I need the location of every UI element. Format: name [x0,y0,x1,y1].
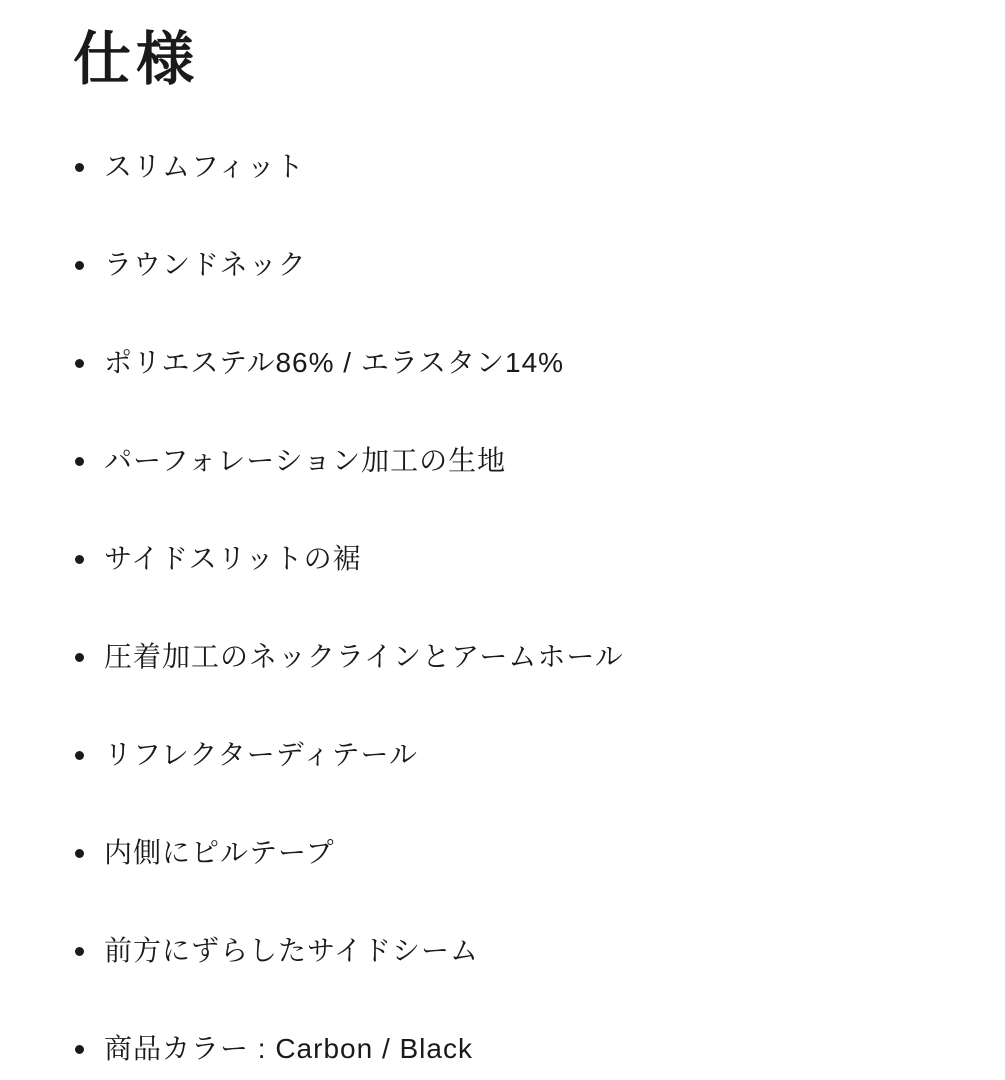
spec-item-text: サイドスリットの裾 [104,543,362,574]
spec-list-item [73,1034,965,1064]
spec-item-text: 内側にピルテープ [104,837,335,868]
bullet-icon [75,359,84,368]
spec-list-item [73,446,965,476]
bullet-icon [75,1045,84,1054]
spec-list-item [73,740,965,770]
specs-heading: 仕様 [73,27,200,92]
spec-list-item [73,348,965,378]
bullet-icon [75,457,84,466]
spec-list-item [73,250,965,280]
bullet-icon [75,751,84,760]
spec-list-item [73,152,965,182]
spec-list-item [73,936,965,966]
bullet-icon [75,163,84,172]
spec-list-item [73,838,965,868]
spec-list-item [73,642,965,672]
spec-item-text: ポリエステル86% / エラスタン14% [104,347,565,378]
spec-item-text: リフレクターディテール [104,739,418,770]
spec-item-text: パーフォレーション加工の生地 [104,445,507,476]
specs-list [73,152,965,1064]
spec-item-text: 商品カラー : Carbon / Black [104,1033,473,1064]
bullet-icon [75,947,84,956]
spec-item-text: ラウンドネック [104,249,307,280]
spec-list-item [73,544,965,574]
spec-item-text: 前方にずらしたサイドシーム [104,935,480,966]
bullet-icon [75,849,84,858]
spec-item-text: 圧着加工のネックラインとアームホール [104,641,624,672]
bullet-icon [75,555,84,564]
spec-item-text: スリムフィット [104,151,305,182]
bullet-icon [75,653,84,662]
bullet-icon [75,261,84,270]
